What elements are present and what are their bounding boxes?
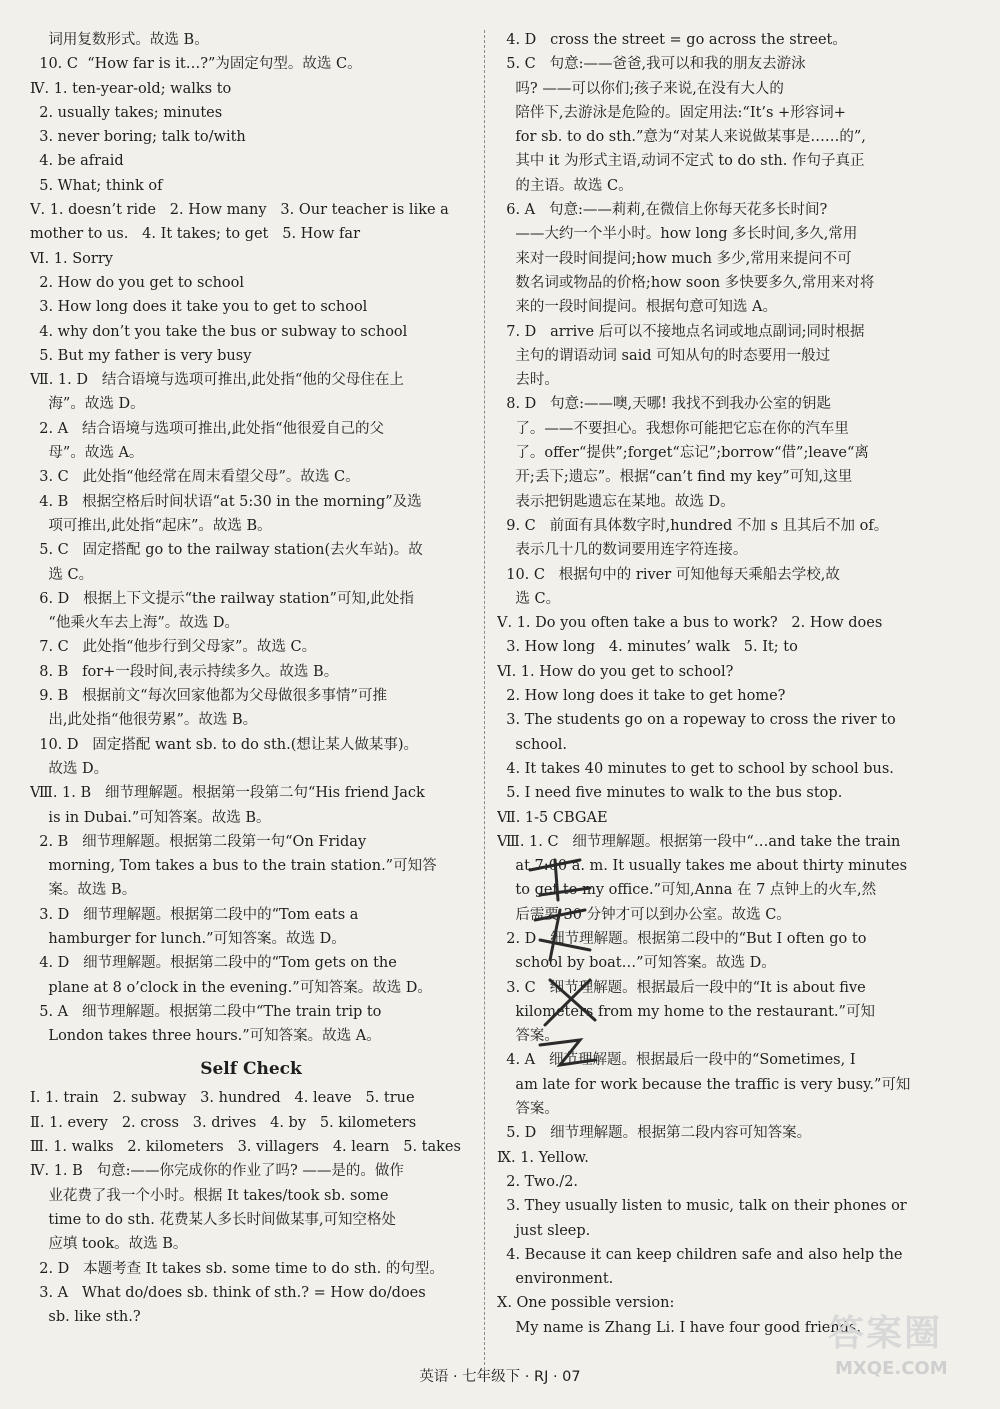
- watermark-logo: 答案圈: [828, 1313, 943, 1354]
- right-column: [497, 28, 943, 1340]
- text-line: 答案。: [497, 1028, 559, 1045]
- text-line: 2. Two./2.: [497, 1173, 579, 1190]
- text-line: 表示把钥匙遗忘在某地。故选 D。: [497, 493, 735, 510]
- text-line: 来对一段时间提问;how much 多少,常用来提问不可: [497, 250, 852, 267]
- text-line: 4. D 细节理解题。根据第二段中的“Tom gets on the: [30, 955, 397, 972]
- text-line: 开;丢下;遗忘”。根据“can’t find my key”可知,这里: [497, 469, 853, 486]
- text-line: 故选 D。: [30, 760, 109, 777]
- text-line: Ⅲ. 1. walks 2. kilometers 3. villagers 4. learn 5. takes: [30, 1139, 461, 1156]
- text-line: 业花费了我一个小时。根据 It takes/took sb. some: [30, 1187, 389, 1204]
- text-line: 5. I need five minutes to walk to the bus stop.: [497, 785, 843, 802]
- text-line: 去时。: [497, 372, 559, 389]
- text-line: Ⅸ. 1. Yellow.: [497, 1149, 589, 1166]
- text-line: school.: [497, 736, 568, 753]
- text-line: 3. How long does it take you to get to school: [30, 299, 368, 316]
- text-line: 的主语。故选 C。: [497, 177, 633, 194]
- text-line: 出,此处指“他很劳累”。故选 B。: [30, 712, 258, 729]
- right-lines: [497, 28, 943, 1340]
- text-line: 了。offer“提供”;forget“忘记”;borrow“借”;leave“离: [497, 445, 869, 462]
- text-line: hamburger for lunch.”可知答案。故选 D。: [30, 930, 346, 947]
- text-line: sb. like sth.?: [30, 1309, 141, 1326]
- text-line: Ⅴ. 1. Do you often take a bus to work? 2. How does: [497, 615, 883, 632]
- left-lines: [30, 28, 472, 1048]
- text-line: 4. Because it can keep children safe and also help the: [497, 1246, 903, 1263]
- text-line: Ⅷ. 1. C 细节理解题。根据第一段中“…and take the train: [497, 833, 901, 850]
- text-line: 9. C 前面有具体数字时,hundred 不加 s 且其后不加 of。: [497, 517, 889, 534]
- text-line: 2. D 细节理解题。根据第二段中的“But I often go to: [497, 930, 867, 947]
- text-line: My name is Zhang Li. I have four good friends.: [497, 1319, 861, 1336]
- text-line: am late for work because the traffic is very busy.”可知: [497, 1076, 911, 1093]
- text-line: Ⅴ. 1. doesn’t ride 2. How many 3. Our teacher is like a: [30, 202, 449, 219]
- text-line: 4. why don’t you take the bus or subway to school: [30, 323, 408, 340]
- text-line: just sleep.: [497, 1222, 591, 1239]
- text-line: 7. C 此处指“他步行到父母家”。故选 C。: [30, 639, 317, 656]
- text-line: 3. never boring; talk to/with: [30, 129, 246, 146]
- text-line: for sb. to do sth.”意为“对某人来说做某事是……的”,: [497, 129, 866, 146]
- text-line: 2. B 细节理解题。根据第二段第一句“On Friday: [30, 833, 367, 850]
- text-line: 2. D 本题考查 It takes sb. some time to do sth. 的句型。: [30, 1260, 444, 1277]
- text-line: 4. B 根据空格后时间状语“at 5:30 in the morning”及选: [30, 493, 422, 510]
- text-line: 3. C 细节理解题。根据最后一段中的“It is about five: [497, 979, 866, 996]
- text-line: is in Dubai.”可知答案。故选 B。: [30, 809, 271, 826]
- text-line: 10. D 固定搭配 want sb. to do sth.(想让某人做某事)。: [30, 736, 419, 753]
- text-line: 词用复数形式。故选 B。: [30, 32, 209, 48]
- text-line: 4. be afraid: [30, 153, 124, 170]
- text-line: 8. B for+一段时间,表示持续多久。故选 B。: [30, 663, 339, 680]
- text-line: 海”。故选 D。: [30, 396, 145, 413]
- text-line: 其中 it 为形式主语,动词不定式 to do sth. 作句子真正: [497, 153, 865, 170]
- text-line: 陪伴下,去游泳是危险的。固定用法:“It’s +形容词+: [497, 104, 846, 121]
- text-line: 10. C 根据句中的 river 可知他每天乘船去学校,故: [497, 566, 840, 583]
- text-line: mother to us. 4. It takes; to get 5. How far: [30, 226, 360, 243]
- handwritten-scribble: [520, 850, 610, 1080]
- text-line: Ⅷ. 1. B 细节理解题。根据第一段第二句“His friend Jack: [30, 785, 425, 802]
- text-line: 吗? ——可以你们;孩子来说,在没有大人的: [497, 80, 784, 97]
- text-line: Ⅱ. 1. every 2. cross 3. drives 4. by 5. kilometers: [30, 1114, 417, 1131]
- self-check-lines: [30, 1086, 472, 1329]
- text-line: 案。故选 B。: [30, 882, 137, 899]
- text-line: Ⅰ. 1. train 2. subway 3. hundred 4. leave 5. true: [30, 1090, 415, 1107]
- text-line: 3. A What do/does sb. think of sth.? = How do/does: [30, 1284, 426, 1301]
- left-column: [30, 28, 472, 1329]
- text-line: London takes three hours.”可知答案。故选 A。: [30, 1028, 381, 1045]
- text-line: 数名词或物品的价格;how soon 多快要多久,常用来对将: [497, 274, 875, 291]
- text-line: 4. A 细节理解题。根据最后一段中的“Sometimes, I: [497, 1052, 856, 1069]
- column-divider: [484, 30, 485, 1370]
- text-line: 选 C。: [30, 566, 94, 583]
- text-line: 5. A 细节理解题。根据第二段中“The train trip to: [30, 1003, 382, 1020]
- self-check-heading: Self Check: [200, 1059, 302, 1080]
- text-line: environment.: [497, 1271, 614, 1288]
- text-line: 5. But my father is very busy: [30, 347, 252, 364]
- text-line: to get to my office.”可知,Anna 在 7 点钟上的火车,然: [497, 882, 877, 899]
- watermark-url: MXQE.COM: [835, 1358, 948, 1379]
- text-line: 10. C “How far is it…?”为固定句型。故选 C。: [30, 56, 362, 73]
- text-line: 8. D 句意:——噢,天哪! 我找不到我办公室的钥匙: [497, 396, 832, 413]
- text-line: Ⅶ. 1-5 CBGAE: [497, 809, 608, 826]
- text-line: 2. How do you get to school: [30, 274, 245, 291]
- text-line: 2. How long does it take to get home?: [497, 688, 786, 705]
- text-line: 应填 took。故选 B。: [30, 1236, 188, 1253]
- text-line: school by boat…”可知答案。故选 D。: [497, 955, 776, 972]
- text-line: 3. C 此处指“他经常在周末看望父母”。故选 C。: [30, 469, 360, 486]
- text-line: Ⅵ. 1. How do you get to school?: [497, 663, 734, 680]
- text-line: Ⅵ. 1. Sorry: [30, 250, 113, 267]
- text-line: Ⅳ. 1. ten-year-old; walks to: [30, 80, 232, 97]
- text-line: 选 C。: [497, 590, 561, 607]
- text-line: 表示几十几的数词要用连字符连接。: [497, 542, 748, 559]
- page-footer: 英语 · 七年级下 · RJ · 07: [419, 1369, 581, 1385]
- text-line: 2. usually takes; minutes: [30, 104, 223, 121]
- text-line: 4. It takes 40 minutes to get to school by school bus.: [497, 760, 894, 777]
- text-line: Ⅹ. One possible version:: [497, 1295, 675, 1312]
- text-line: at 7:00 a. m. It usually takes me about thirty minutes: [497, 858, 908, 875]
- text-line: 5. What; think of: [30, 177, 163, 194]
- text-line: 2. A 结合语境与选项可推出,此处指“他很爱自己的父: [30, 420, 384, 437]
- text-line: 3. How long 4. minutes’ walk 5. It; to: [497, 639, 798, 656]
- text-line: ——大约一个半小时。how long 多长时间,多久,常用: [497, 226, 858, 243]
- text-line: 主句的谓语动词 said 可知从句的时态要用一般过: [497, 347, 831, 364]
- text-line: Ⅳ. 1. B 句意:——你完成你的作业了吗? ——是的。做作: [30, 1163, 404, 1180]
- text-line: 6. A 句意:——莉莉,在微信上你每天花多长时间?: [497, 202, 828, 219]
- text-line: kilometers from my home to the restaurant.”可知: [497, 1003, 875, 1020]
- text-line: “他乘火车去上海”。故选 D。: [30, 615, 239, 632]
- text-line: 后需要 30 分钟才可以到办公室。故选 C。: [497, 906, 791, 923]
- text-line: 母”。故选 A。: [30, 445, 144, 462]
- text-line: 7. D arrive 后可以不接地点名词或地点副词;同时根据: [497, 323, 865, 340]
- text-line: 3. D 细节理解题。根据第二段中的“Tom eats a: [30, 906, 359, 923]
- text-line: 5. C 固定搭配 go to the railway station(去火车站)。故: [30, 542, 423, 559]
- text-line: 9. B 根据前文“每次回家他都为父母做很多事情”可推: [30, 688, 387, 705]
- text-line: Ⅶ. 1. D 结合语境与选项可推出,此处指“他的父母住在上: [30, 372, 404, 389]
- text-line: 4. D cross the street = go across the street。: [497, 32, 847, 48]
- text-line: 5. D 细节理解题。根据第二段内容可知答案。: [497, 1125, 812, 1142]
- text-line: morning, Tom takes a bus to the train station.”可知答: [30, 858, 437, 875]
- text-line: 答案。: [497, 1101, 559, 1118]
- text-line: 3. They usually listen to music, talk on their phones or: [497, 1198, 907, 1215]
- text-line: 来的一段时间提问。根据句意可知选 A。: [497, 299, 778, 316]
- text-line: 了。——不要担心。我想你可能把它忘在你的汽车里: [497, 420, 849, 437]
- text-line: time to do sth. 花费某人多长时间做某事,可知空格处: [30, 1211, 397, 1228]
- text-line: 项可推出,此处指“起床”。故选 B。: [30, 517, 272, 534]
- text-line: 6. D 根据上下文提示“the railway station”可知,此处指: [30, 590, 415, 607]
- text-line: 3. The students go on a ropeway to cross the river to: [497, 712, 896, 729]
- text-line: plane at 8 o’clock in the evening.”可知答案。故选 D。: [30, 979, 432, 996]
- text-line: 5. C 句意:——爸爸,我可以和我的朋友去游泳: [497, 56, 806, 73]
